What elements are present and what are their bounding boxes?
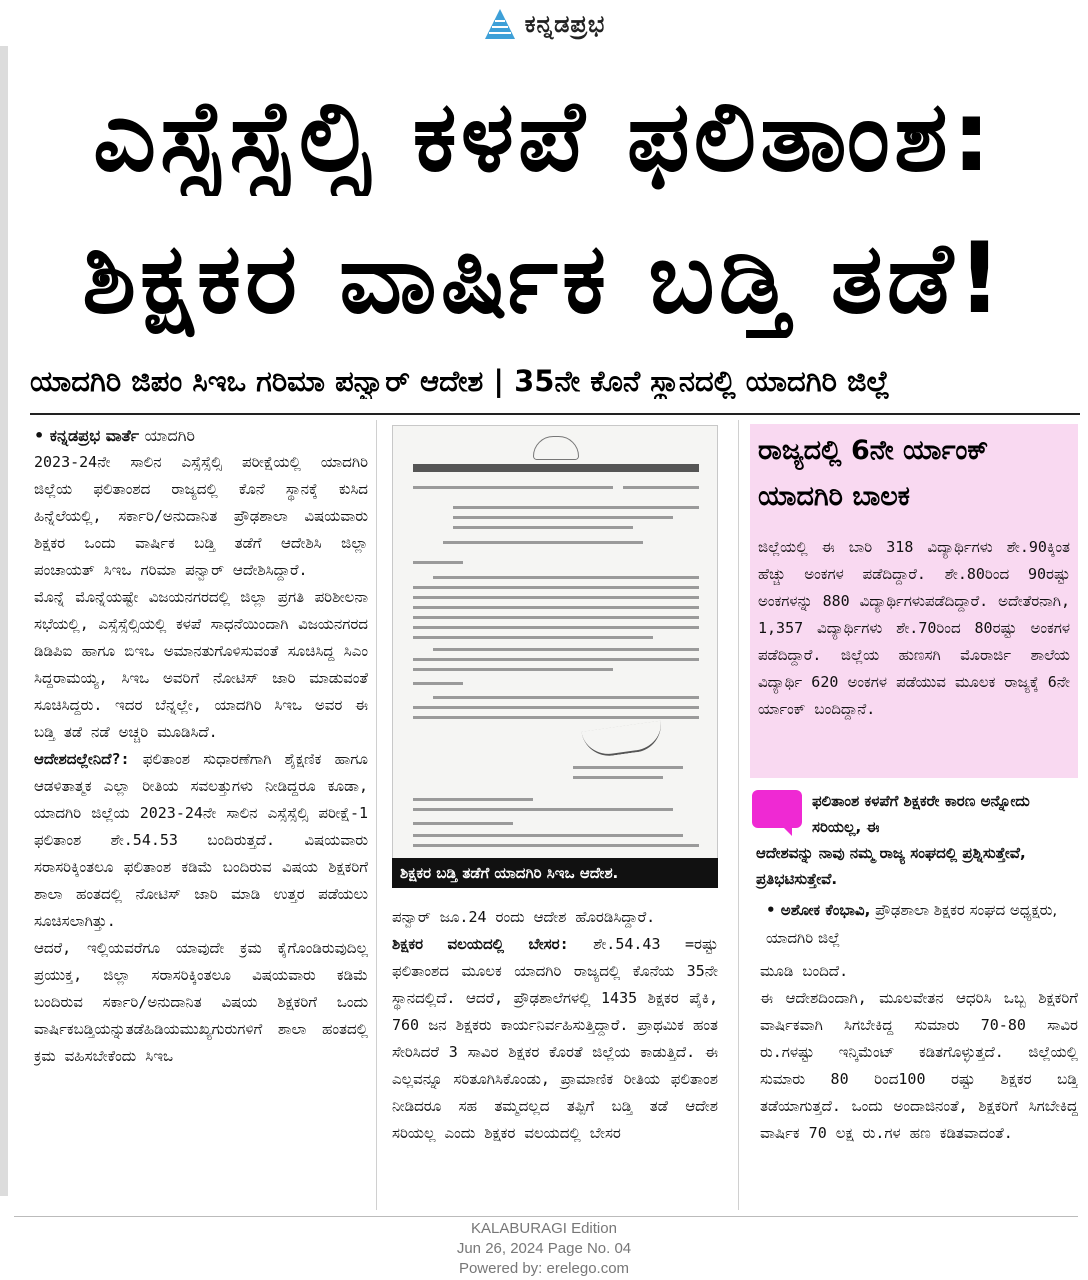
letterhead xyxy=(413,464,699,472)
rank-box-body: ಜಿಲ್ಲೆಯಲ್ಲಿ ಈ ಬಾರಿ 318 ವಿದ್ಯಾರ್ಥಿಗಳು ಶೇ.90ಕ್ಕಿಂತ ಹೆಚ್ಚು ಅಂಕಗಳ ಪಡೆದಿದ್ದಾರೆ. ಶೇ.80ರಿಂದ 90ರಷ್ಟು ಅಂಕಗಳನ್ನು 880 ವಿದ್ಯಾರ್ಥಿಗಳುಪಡೆದಿದ್ದಾರೆ. ಅದೇತೆರನಾಗಿ, 1,357 ವಿದ್ಯಾರ್ಥಿಗಳು ಶೇ.70ರಿಂದ 80ರಷ್ಟು ಅಂಕಗಳ ಪಡೆದಿದ್ದಾರೆ. ಜಿಲ್ಲೆಯ ಹುಣಸಗಿ ಮೊರಾರ್ಜಿ ಶಾಲೆಯ ವಿದ್ಯಾರ್ಥಿ 620 ಅಂಕಗಳ ಪಡೆಯುವ ಮೂಲಕ ರಾಜ್ಯಕ್ಕೆ 6ನೇ ರ್ಯಾಂಕ್ ಬಂದಿದ್ದಾನೆ. xyxy=(758,538,1070,718)
quote-attribution xyxy=(766,896,1082,952)
footer-date-page: Jun 26, 2024 Page No. 04 xyxy=(456,1240,632,1257)
article-column-3 xyxy=(760,958,1078,1208)
article-column-2 xyxy=(392,904,718,1214)
article-paragraph: 2023-24ನೇ ಸಾಲಿನ ಎಸ್ಸೆಸ್ಸೆಲ್ಸಿ ಪರೀಕ್ಷೆಯಲ್ಲಿ ಯಾದಗಿರಿ ಜಿಲ್ಲೆಯ ಫಲಿತಾಂಶದ ರಾಜ್ಯದಲ್ಲಿ ಕೊನೆ ಸ್ಥಾನಕ್ಕೆ ಕುಸಿದ ಹಿನ್ನೆಲೆಯಲ್ಲಿ, ಸರ್ಕಾರಿ/ಅನುದಾನಿತ ಪ್ರೌಢಶಾಲಾ ವಿಷಯವಾರು ಶಿಕ್ಷಕರ ಒಂದು ವಾರ್ಷಿಕ ಬಡ್ತಿ ತಡೆಗೆ ಆದೇಶಿಸಿ ಜಿಲ್ಲಾ ಪಂಚಾಯತ್ ಸಿಇಒ ಗರಿಮಾ ಪನ್ವಾರ್ ಆದೇಶಿಸಿದ್ದಾರೆ. xyxy=(34,453,368,579)
column-divider xyxy=(738,420,739,1210)
footer-rule xyxy=(14,1216,1078,1217)
emblem-icon xyxy=(533,436,579,460)
article-column-1 xyxy=(34,422,368,1212)
brand-name: ಕನ್ನಡಪ್ರಭ xyxy=(524,10,606,38)
image-caption: ಶಿಕ್ಷಕರ ಬಡ್ತಿ ತಡೆಗೆ ಯಾದಗಿರಿ ಸಿಇಒ ಆದೇಶ. xyxy=(392,858,718,888)
byline xyxy=(34,422,368,449)
column-divider xyxy=(376,420,377,1210)
headline-rule xyxy=(30,413,1080,415)
headline-line-2: ಶಿಕ್ಷಕರ ವಾರ್ಷಿಕ ಬಡ್ತಿ ತಡೆ! xyxy=(82,222,1006,336)
rank-sidebar-box xyxy=(750,424,1078,778)
article-paragraph: ಆದರೆ, ಇಲ್ಲಿಯವರೆಗೂ ಯಾವುದೇ ಕ್ರಮ ಕೈಗೊಂಡಿರುವುದಿಲ್ಲ ಪ್ರಯುಕ್ತ, ಜಿಲ್ಲಾ ಸರಾಸರಿಕ್ಕಿಂತಲೂ ವಿಷಯವಾರು ಕಡಿಮೆ ಬಂದಿರುವ ಸರ್ಕಾರಿ/ಅನುದಾನಿತ ವಿಷಯ ಶಿಕ್ಷಕರಿಗೆ ಒಂದು ವಾರ್ಷಿಕಬಡ್ತಿಯನ್ನುತಡೆಹಿಡಿಯಮುಖ್ಯಗುರುಗಳಿಗೆ ಶಾಲಾ ಹಂತದಲ್ಲಿ ಕ್ರಮ ವಹಿಸಬೇಕೆಂದು ಸಿಇಒ xyxy=(34,939,368,1065)
article-paragraph xyxy=(34,746,368,935)
signature xyxy=(581,721,664,760)
byline-source: • ಕನ್ನಡಪ್ರಭ ವಾರ್ತೆ xyxy=(34,426,140,445)
page-edge xyxy=(0,46,8,1196)
paragraph-text: ಶೇ.54.43 =ರಷ್ಟು ಫಲಿತಾಂಶದ ಮೂಲಕ ಯಾದಗಿರಿ ರಾಜ್ಯದಲ್ಲಿ ಕೊನೆಯ 35ನೇ ಸ್ಥಾನದಲ್ಲಿದೆ. ಆದರೆ, ಪ್ರೌಢಶಾಲೆಗಳಲ್ಲಿ 1435 ಶಿಕ್ಷಕರ ಪೈಕಿ, 760 ಜನ ಶಿಕ್ಷಕರು ಕಾರ್ಯನಿರ್ವಹಿಸುತ್ತಿದ್ದಾರೆ. ಪ್ರಾಥಮಿಕ ಹಂತ ಸೇರಿಸಿದರೆ 3 ಸಾವಿರ ಶಿಕ್ಷಕರ ಕೊರತೆ ಜಿಲ್ಲೆಯ ಕಾಡುತ್ತಿದೆ. ಈ ಎಲ್ಲವನ್ನೂ ಸರಿತೂಗಿಸಿಕೊಂಡು, ಪ್ರಾಮಾಣಿಕ ರೀತಿಯ ಫಲಿತಾಂಶ ನೀಡಿದರೂ ಸಹ ತಮ್ಮದಲ್ಲದ ತಪ್ಪಿಗೆ ಬಡ್ತಿ ತಡೆ ಆದೇಶ ಸರಿಯಲ್ಲ ಎಂದು ಶಿಕ್ಷಕರ ವಲಯದಲ್ಲಿ ಬೇಸರ xyxy=(392,935,718,1142)
article-paragraph: ಪನ್ವಾರ್ ಜೂ.24 ರಂದು ಆದೇಶ ಹೊರಡಿಸಿದ್ದಾರೆ. xyxy=(392,908,656,926)
article-paragraph: ಮೂಡಿ ಬಂದಿದೆ. xyxy=(760,962,849,980)
subheading: ಶಿಕ್ಷಕರ ವಲಯದಲ್ಲಿ ಬೇಸರ: xyxy=(392,935,569,953)
order-letter-image xyxy=(392,425,718,887)
footer-powered-by[interactable]: Powered by: erelego.com xyxy=(458,1260,630,1277)
footer-edition: KALABURAGI Edition xyxy=(471,1220,617,1237)
masthead xyxy=(0,0,1088,48)
article-paragraph: ಮೊನ್ನೆ ಮೊನ್ನೆಯಷ್ಟೇ ವಿಜಯನಗರದಲ್ಲಿ ಜಿಲ್ಲಾ ಪ್ರಗತಿ ಪರಿಶೀಲನಾ ಸಭೆಯಲ್ಲಿ, ಎಸ್ಸೆಸ್ಸೆಲ್ಸಿಯಲ್ಲಿ ಕಳಪೆ ಸಾಧನೆಯಿಂದಾಗಿ ವಿಜಯನಗರದ ಡಿಡಿಪಿಐ ಹಾಗೂ ಬಿಇಒ ಅಮಾನತುಗೊಳಿಸುವಂತೆ ಸೂಚಿಸಿದ್ದ ಸಿಎಂ ಸಿದ್ದರಾಮಯ್ಯ, ಸಿಇಒ ಅವರಿಗೆ ನೋಟಿಸ್ ಜಾರಿ ಮಾಡುವಂತೆ ಸೂಚಿಸಿದ್ದರು. ಇದರ ಬೆನ್ನಲ್ಲೇ, ಯಾದಗಿರಿ ಸಿಇಒ ಅವರ ಈ ಬಡ್ತಿ ತಡೆ ನಡೆ ಅಚ್ಚರಿ ಮೂಡಿಸಿದೆ. xyxy=(34,588,368,741)
headline-line-1: ಎಸ್ಸೆಸ್ಸೆಲ್ಸಿ ಕಳಪೆ ಫಲಿತಾಂಶ: xyxy=(93,80,995,194)
byline-place: ಯಾದಗಿರಿ xyxy=(144,426,195,445)
article-paragraph: ಈ ಆದೇಶದಿಂದಾಗಿ, ಮೂಲವೇತನ ಆಧರಿಸಿ ಒಬ್ಬ ಶಿಕ್ಷಕರಿಗೆ ವಾರ್ಷಿಕವಾಗಿ ಸಿಗಬೇಕಿದ್ದ ಸುಮಾರು 70-80 ಸಾವಿರ ರು.ಗಳಷ್ಟು ಇನ್ಕಿಮೆಂಟ್ ಕಡಿತಗೊಳ್ಳುತ್ತದೆ. ಜಿಲ್ಲೆಯಲ್ಲಿ ಸುಮಾರು 80 ರಿಂದ100 ರಷ್ಟು ಶಿಕ್ಷಕರ ಬಡ್ತಿ ತಡೆಯಾಗುತ್ತದೆ. ಒಂದು ಅಂದಾಜಿನಂತೆ, ಶಿಕ್ಷಕರಿಗೆ ಸಿಗಬೇಕಿದ್ದ ವಾರ್ಷಿಕ 70 ಲಕ್ಷ ರು.ಗಳ ಹಣ ಕಡಿತವಾದಂತೆ. xyxy=(760,989,1078,1142)
quote-text: ಫಲಿತಾಂಶ ಕಳಪೆಗೆ ಶಿಕ್ಷಕರೇ ಕಾರಣ ಅನ್ನೋದು ಸರಿಯಲ್ಲ, ಈ xyxy=(812,792,1030,836)
quote-role: ಪ್ರೌಢಶಾಲಾ ಶಿಕ್ಷಕರ ಸಂಘದ ಅಧ್ಯಕ್ಷರು, ಯಾದಗಿರಿ ಜಿಲ್ಲೆ xyxy=(766,901,1058,947)
paragraph-text: ಫಲಿತಾಂಶ ಸುಧಾರಣೆಗಾಗಿ ಶೈಕ್ಷಣಿಕ ಹಾಗೂ ಆಡಳಿತಾತ್ಮಕ ಎಲ್ಲಾ ರೀತಿಯ ಸವಲತ್ತುಗಳು ನೀಡಿದ್ದರೂ ಕೂಡಾ, ಯಾದಗಿರಿ ಜಿಲ್ಲೆಯ 2023-24ನೇ ಸಾಲಿನ ಎಸ್ಸೆಸ್ಸೆಲ್ಸಿ ಪರೀಕ್ಷೆ-1 ಫಲಿತಾಂಶ ಶೇ.54.53 ಬಂದಿರುತ್ತದೆ. ವಿಷಯವಾರು ಸರಾಸರಿಕ್ಕಿಂತಲೂ ಫಲಿತಾಂಶ ಕಡಿಮೆ ಬಂದಿರುವ ವಿಷಯ ಶಿಕ್ಷಕರಿಗೆ ಶಾಲಾ ಹಂತದಲ್ಲಿ ನೋಟಿಸ್ ಜಾರಿ ಮಾಡಿ ಉತ್ತರ ಪಡೆಯಲು ಸೂಚಿಸಲಾಗಿತ್ತು. xyxy=(34,750,368,930)
subheading: ಆದೇಶದಲ್ಲೇನಿದೆ?: xyxy=(34,750,130,768)
kannadaprabha-logo-icon xyxy=(483,7,517,41)
speech-bubble-icon xyxy=(752,790,802,828)
article-paragraph xyxy=(392,931,718,1147)
quote-text-continued: ಆದೇಶವನ್ನು ನಾವು ನಮ್ಮ ರಾಜ್ಯ ಸಂಘದಲ್ಲಿ ಪ್ರಶ್ನಿಸುತ್ತೇವೆ, ಪ್ರತಿಭಟಿಸುತ್ತೇವೆ. xyxy=(756,844,1026,888)
rank-box-title: ರಾಜ್ಯದಲ್ಲಿ 6ನೇ ರ್ಯಾಂಕ್ ಯಾದಗಿರಿ ಬಾಲಕ xyxy=(758,435,989,512)
quote-name: • ಅಶೋಕ ಕೆಂಭಾವಿ, xyxy=(766,901,871,919)
subheadline: ಯಾದಗಿರಿ ಜಿಪಂ ಸಿಇಒ ಗರಿಮಾ ಪನ್ವಾರ್ ಆದೇಶ | 35ನೇ ಕೊನೆ ಸ್ಥಾನದಲ್ಲಿ ಯಾದಗಿರಿ ಜಿಲ್ಲೆ xyxy=(30,364,890,398)
